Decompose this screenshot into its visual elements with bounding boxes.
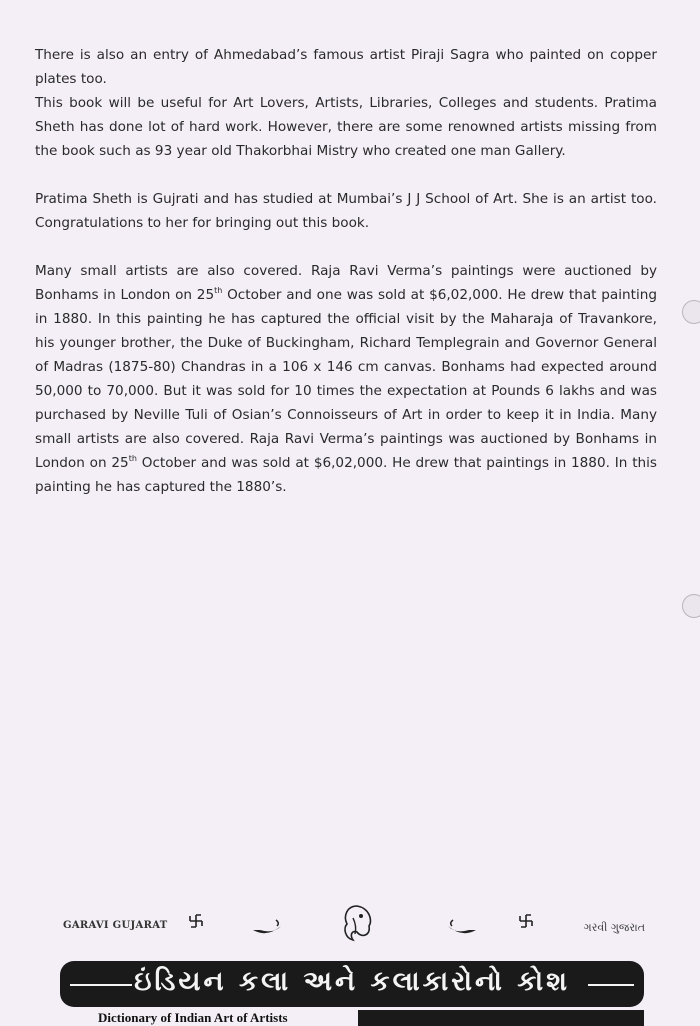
banner-rule-right xyxy=(588,984,634,986)
bottom-bar xyxy=(358,1010,644,1026)
footer-ornament-row xyxy=(55,910,655,946)
title-banner xyxy=(60,961,644,1007)
ganesha-icon xyxy=(337,902,377,946)
swastika-icon xyxy=(187,912,205,930)
punch-hole xyxy=(682,594,700,618)
ordinal-suffix: th xyxy=(128,454,137,463)
paragraph-piraji: There is also an entry of Ahmedabad’s famous artist Piraji Sagra who painted on copper plates too. xyxy=(35,47,657,87)
paragraph-usefulness: This book will be useful for Art Lovers, Artists, Libraries, Colleges and students. Pratima Sheth has done lot of hard work. However, there are some renowned artists missing from the book such as 93 year old Thakorbhai Mistry who created one man Gallery. xyxy=(35,95,657,159)
paragraph-ravi-verma-part3: October and was sold at $6,02,000. He drew that paintings in 1880. In this painting he has captured the 1880’s. xyxy=(35,455,657,495)
paragraph-pratima: Pratima Sheth is Gujrati and has studied at Mumbai’s J J School of Art. She is an artist too. Congratulations to her for bringing out this book. xyxy=(35,191,657,231)
diya-lamp-icon xyxy=(250,916,284,938)
diya-lamp-icon xyxy=(445,916,479,938)
banner-title: ઇંડિયન કલા અને કલાકારોનો કોશ xyxy=(134,966,570,997)
article-body xyxy=(35,43,657,499)
banner-subtitle: Dictionary of Indian Art of Artists xyxy=(98,1010,288,1025)
swastika-icon xyxy=(517,912,535,930)
paragraph-ravi-verma xyxy=(35,259,657,499)
ordinal-suffix: th xyxy=(214,286,223,295)
paragraph-ravi-verma-part1: Many small artists are also covered. Raja Ravi Verma’s paintings were auctioned by Bonhams in London on 25 xyxy=(35,263,657,303)
punch-hole xyxy=(682,300,700,324)
brand-name-left: GARAVI GUJARAT xyxy=(63,920,168,931)
brand-name-right: ગરવી ગુજરાત xyxy=(583,921,645,934)
paragraph-ravi-verma-part2: October and one was sold at $6,02,000. He drew that painting in 1880. In this painting he has captured the official visit by the Maharaja of Travankore, his younger brother, the Duke of Buckingham, Richard Templegrain and Governor General of Madras (1875-80) Chandras in a 106 x 146 cm canvas. Bonhams had expected around 50,000 to 70,000. But it was sold for 10 times the expectation at Pounds 6 lakhs and was purchased by Neville Tuli of Osian’s Connoisseurs of Art in order to keep it in India. Many small artists are also covered. Raja Ravi Verma’s paintings was auctioned by Bonhams in London on 25 xyxy=(35,287,657,471)
